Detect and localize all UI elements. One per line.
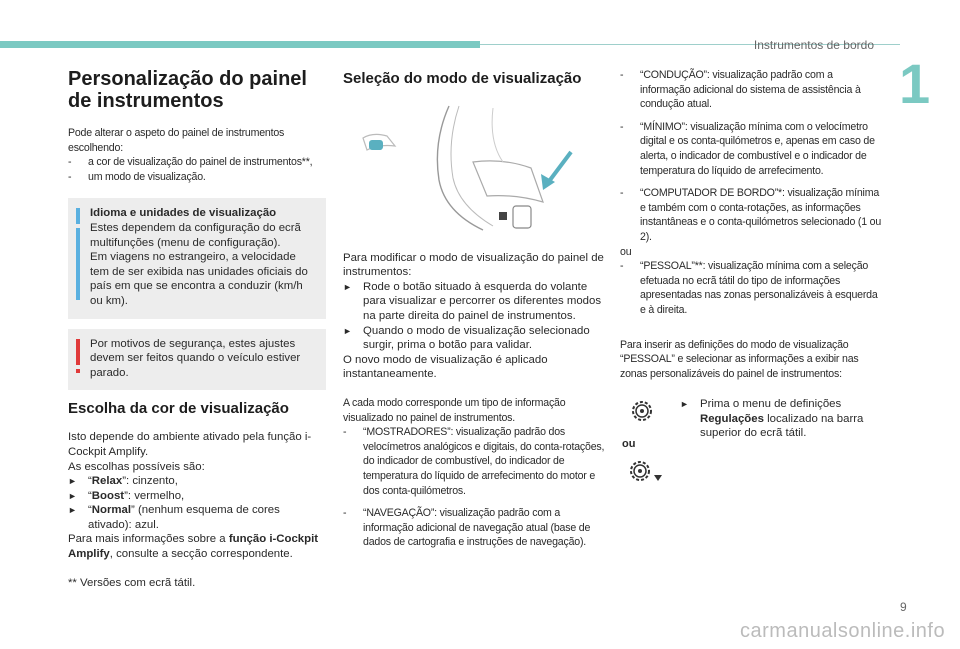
warning-text: Por motivos de segurança, estes ajustes devem ser feitos quando o veículo estiver parado. [90, 337, 301, 379]
arrow-icon: ► [68, 476, 77, 487]
mode-item: - “CONDUÇÃO”: visualização padrão com a informação adicional do sistema de assistência à condução atual. [620, 68, 882, 112]
gear-icon [628, 397, 656, 425]
watermark: carmanualsonline.info [740, 620, 946, 642]
intro-item: - um modo de visualização. [68, 170, 326, 185]
color-text: As escolhas possíveis são: [68, 460, 205, 473]
info-icon [76, 208, 80, 224]
info-line: Estes dependem da configuração do ecrã multifunções (menu de configuração). [90, 221, 301, 249]
chapter-number: 1 [899, 52, 931, 115]
info-box [68, 198, 326, 318]
more-info-text: Para mais informações sobre a função i-Cockpit Amplify, consulte a secção correspondente. [68, 533, 319, 561]
footnote: ** Versões com ecrã tátil. [68, 576, 196, 589]
gear-dropdown-icon [626, 457, 666, 485]
modify-intro: Para modificar o modo de visualização do painel de instrumentos: [343, 251, 604, 279]
section-title: Instrumentos de bordo [753, 38, 874, 52]
mode-item: - “COMPUTADOR DE BORDO”*: visualização mínima e também com o conta-rotações, as informações instantâneas e o conta-quilómetros selecionado (1 ou 2). [620, 186, 882, 244]
or-label: ou [622, 438, 636, 451]
steering-wheel-illustration [343, 102, 605, 232]
warning-icon-dot [76, 369, 80, 373]
color-option: ► “Boost”: vermelho, [68, 489, 185, 502]
info-heading: Idioma e unidades de visualização [90, 207, 277, 220]
mode-item: - “MÍNIMO”: visualização mínima com o velocímetro digital e os conta-quilómetros e, apenas em caso de alerta, o indicador de combustível e o indicador de temperatura do líquido de arrefecimento. [620, 120, 882, 178]
step-item: ► Quando o modo de visualização selecionado surgir, prima o botão para validar. [343, 324, 590, 352]
column-right [620, 64, 882, 503]
or-label: ou [620, 245, 632, 258]
column-left [68, 64, 326, 590]
applied-text: O novo modo de visualização é aplicado instantaneamente. [343, 353, 548, 381]
warning-icon [76, 339, 80, 365]
modes-intro: A cada modo corresponde um tipo de informação visualizado no painel de instrumentos. [343, 396, 566, 424]
page-number: 9 [900, 600, 907, 614]
color-option: ► “Normal” (nenhum esquema de cores ativado): azul. [68, 504, 280, 531]
intro-item: - a cor de visualização do painel de instrumentos**, [68, 155, 326, 170]
info-icon-stem [76, 228, 80, 300]
settings-step: ► Prima o menu de definições Regulações localizado na barra superior do ecrã tátil. [680, 398, 864, 440]
step-item: ► Rode o botão situado à esquerda do volante para visualizar e percorrer os diferentes modos na parte direita do painel de instrumentos. [343, 280, 602, 322]
page-title: Personalização do painel de instrumentos [68, 68, 307, 112]
header-accent-bar [0, 41, 480, 48]
mode-section-title: Seleção do modo de visualização [343, 70, 582, 87]
arrow-icon: ► [68, 505, 77, 516]
insert-text: Para inserir as definições do modo de visualização “PESSOAL” e selecionar as informações a exibir nas zonas personalizáveis do painel de instrumentos: [620, 338, 859, 380]
color-section-title: Escolha da cor de visualização [68, 400, 289, 418]
warning-box [68, 329, 326, 391]
color-option: ► “Relax”: cinzento, [68, 475, 178, 488]
arrow-icon: ► [343, 325, 352, 336]
info-line: Em viagens no estrangeiro, a velocidade tem de ser exibida nas unidades oficiais do país em que se encontra a conduzir (km/h ou km). [90, 251, 308, 307]
mode-item: - “MOSTRADORES”: visualização padrão dos velocímetros analógicos e digitais, do conta-rotações, do indicador de combustível, do indicador de temperatura do líquido de arrefecimento do motor e dos conta-quilómetros. [343, 425, 605, 498]
arrow-icon: ► [68, 490, 77, 501]
mode-item: - “NAVEGAÇÃO”: visualização padrão com a informação adicional de navegação atual (base de dados de cartografia e instruções de navegação). [343, 506, 605, 550]
arrow-icon: ► [343, 281, 352, 292]
personal-mode-item: - “PESSOAL”**: visualização mínima com a seleção efetuada no ecrã tátil do tipo de informações apresentadas nas zonas personalizáveis à esquerda e à direita. [620, 259, 882, 317]
settings-instruction [620, 393, 882, 503]
intro-text: Pode alterar o aspeto do painel de instrumentos escolhendo: [68, 127, 285, 154]
column-middle [343, 64, 605, 550]
arrow-icon: ► [680, 399, 689, 410]
color-text: Isto depende do ambiente ativado pela função i-Cockpit Amplify. [68, 431, 312, 458]
